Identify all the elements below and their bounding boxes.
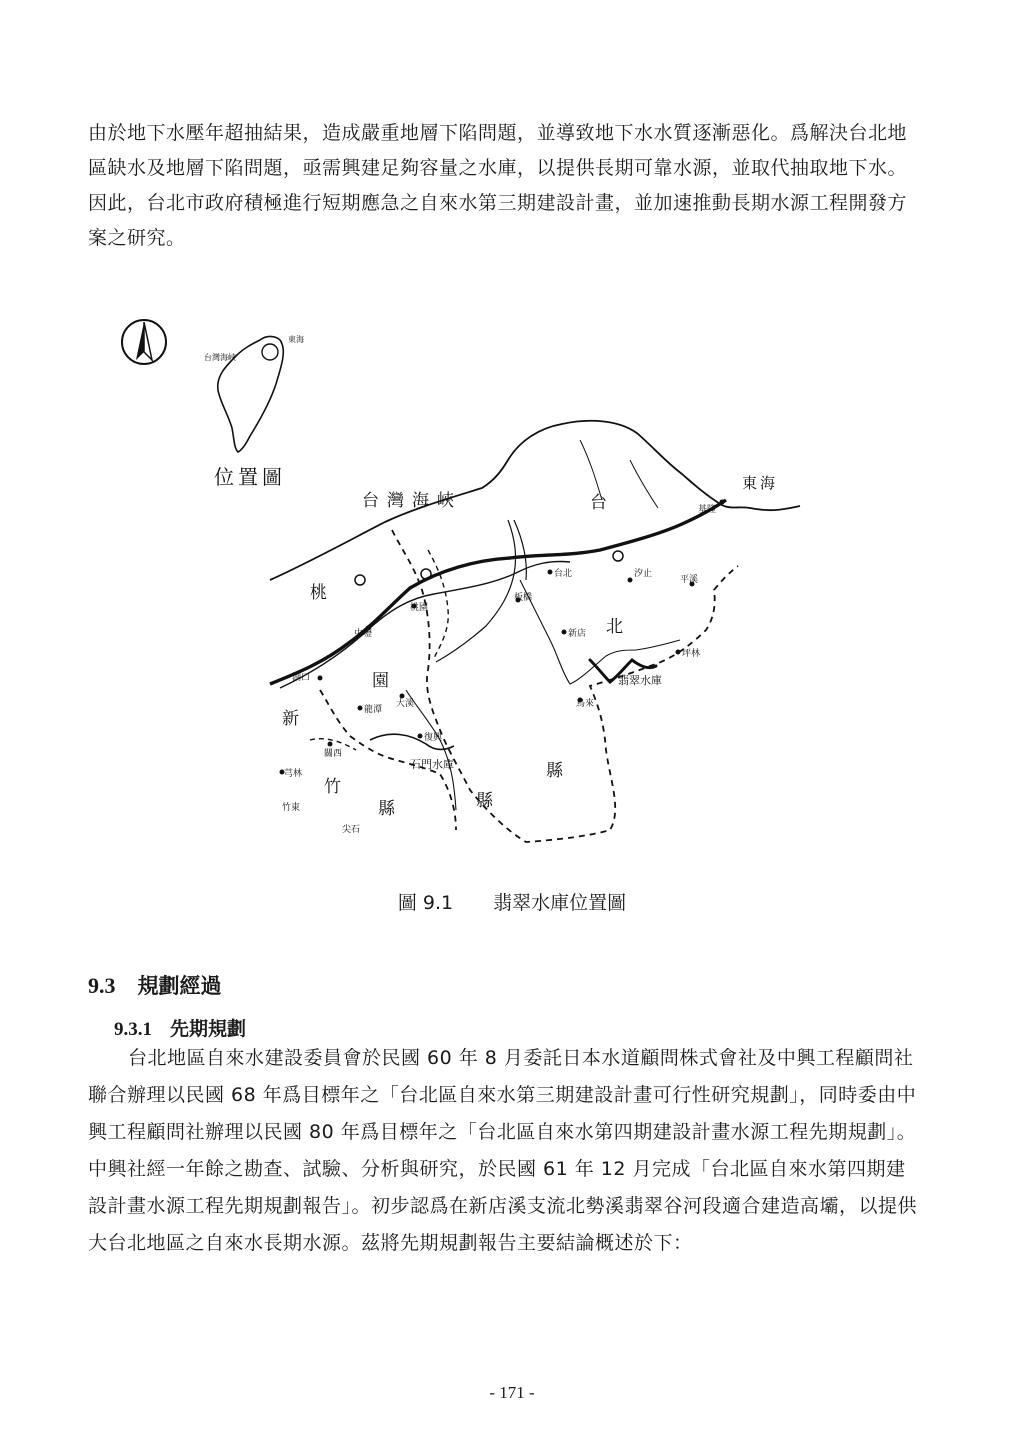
body-paragraph: 台北地區自來水建設委員會於民國 60 年 8 月委託日本水道顧問株式會社及中興工程顧問社聯合辦理以民國 68 年爲目標年之「台北區自來水第三期建設計畫可行性研究規劃」，同時委由中興工程顧問社辦理以民國 80 年爲目標年之「台北區自來水第四期建設計畫水源工程先期規劃」。中興社經一年餘之勘查、試驗、分析與研究，於民國 61 年 12 月完成「台北區自來水第四期建設計畫水源工程先期規劃報告」。初步認爲在新店溪支流北勢溪翡翠谷河段適合建造高壩，以提供大台北地區之自來水長期水源。茲將先期規劃報告主要結論概述於下： xyxy=(88,1047,918,1254)
label-zhongli: 中壢 xyxy=(354,629,373,639)
label-shimen: 石門水庫 xyxy=(410,758,454,771)
subsection-title: 先期規劃 xyxy=(170,1018,247,1040)
label-tai: 台 xyxy=(590,493,607,513)
label-hukou: 湖口 xyxy=(292,673,311,683)
label-pingxi: 平溪 xyxy=(680,575,699,585)
figure-title: 翡翠水庫位置圖 xyxy=(493,892,627,914)
freeway xyxy=(270,500,726,684)
label-zhu: 竹 xyxy=(324,777,341,797)
page-number: - 171 - xyxy=(489,1383,535,1402)
freeway-shields xyxy=(355,551,623,585)
label-longtan: 龍潭 xyxy=(364,705,383,715)
label-east-sea: 東海 xyxy=(742,474,779,492)
intro-paragraph: 由於地下水壓年超抽結果，造成嚴重地層下陷問題，並導致地下水水質逐漸惡化。爲解決台北地區缺水及地層下陷問題，亟需興建足夠容量之水庫，以提供長期可靠水源，並取代抽取地下水。因此，台北市政府積極進行短期應急之自來水第三期建設計畫，並加速推動長期水源工程開發方案之研究。 xyxy=(88,122,908,249)
river-xindian xyxy=(520,580,680,684)
label-xindian: 新店 xyxy=(568,629,587,639)
label-xizhi: 汐止 xyxy=(634,569,653,579)
section-heading xyxy=(88,970,222,1000)
inset-taiwan-map xyxy=(204,334,304,489)
label-guanxi: 關西 xyxy=(324,749,343,759)
label-taoyuan: 桃園 xyxy=(410,603,429,613)
inset-sea-label: 東海 xyxy=(288,335,304,344)
inset-strait-label: 台灣海峽 xyxy=(204,353,236,362)
label-pinglin: 坪林 xyxy=(682,649,701,659)
label-xin: 新 xyxy=(282,709,299,729)
label-banqiao: 板橋 xyxy=(514,593,533,603)
label-jianshi: 尖石 xyxy=(342,825,361,835)
label-keelung: 基隆 xyxy=(698,505,717,515)
label-xian-taoyuan: 縣 xyxy=(476,791,493,811)
location-map-figure xyxy=(110,310,910,870)
section-number: 9.3 xyxy=(88,973,116,998)
figure-caption xyxy=(0,888,1024,915)
label-tao: 桃 xyxy=(310,583,327,603)
label-yuan: 園 xyxy=(372,671,389,691)
label-bei: 北 xyxy=(606,617,623,637)
label-xian-hsinchu: 縣 xyxy=(378,799,395,819)
north-arrow-icon xyxy=(122,320,166,364)
subsection-heading xyxy=(114,1014,246,1041)
inset-title: 位置圖 xyxy=(214,465,286,489)
figure-number: 圖 9.1 xyxy=(397,892,454,914)
town-markers xyxy=(280,500,725,775)
label-taipei: 台北 xyxy=(554,569,573,579)
label-zhudong: 竹東 xyxy=(282,803,301,813)
label-feitsui: 翡翠水庫 xyxy=(618,674,662,687)
label-strait: 台灣海峽 xyxy=(362,491,462,511)
label-qionglin: 芎林 xyxy=(284,769,303,779)
label-wulai: 烏來 xyxy=(576,699,595,709)
section-title: 規劃經過 xyxy=(137,974,222,998)
subsection-number: 9.3.1 xyxy=(114,1019,152,1040)
label-xian-taipei: 縣 xyxy=(546,761,563,781)
label-daxi: 大溪 xyxy=(396,699,415,709)
label-fuxing: 復興 xyxy=(424,733,443,743)
